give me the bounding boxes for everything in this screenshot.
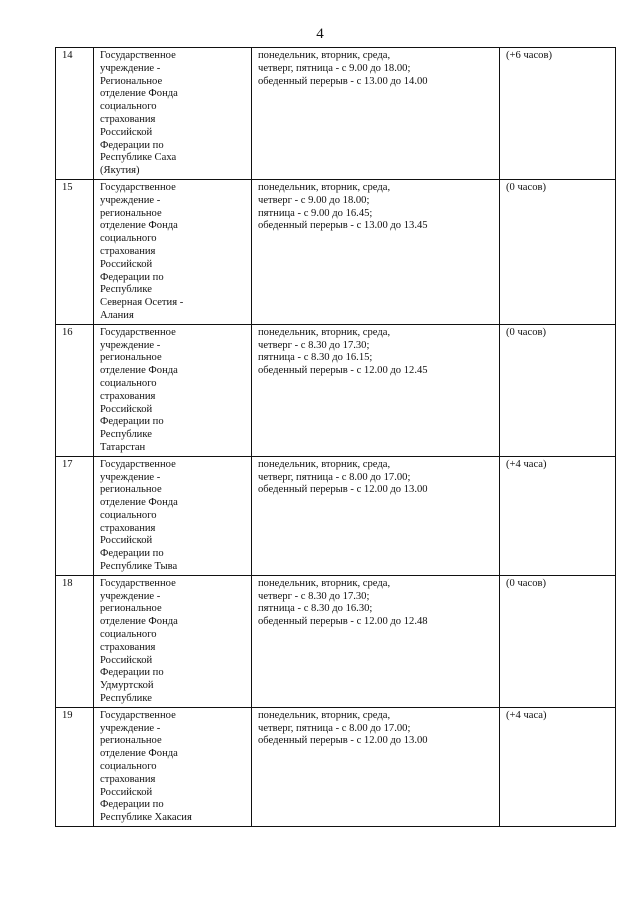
- organization-line: (Якутия): [100, 165, 140, 177]
- organization-line: Государственное: [100, 709, 176, 721]
- organization-line: Государственное: [100, 181, 176, 193]
- time-offset-cell: (0 часов): [500, 575, 616, 707]
- working-hours-line: четверг - с 8.30 до 17.30;: [258, 339, 370, 351]
- organization-line: Удмуртской: [100, 680, 154, 692]
- organization-line: учреждение -: [100, 590, 161, 602]
- working-hours-line: обеденный перерыв - с 12.00 до 13.00: [258, 735, 428, 747]
- organization-line: Федерации по: [100, 416, 164, 428]
- organization-line: региональное: [100, 735, 162, 747]
- organization-line: отделение Фонда: [100, 365, 178, 377]
- time-offset-cell: (+6 часов): [500, 48, 616, 180]
- organization-line: Республике: [100, 693, 152, 705]
- organization-line: Федерации по: [100, 667, 164, 679]
- organization-line: Республике Хакасия: [100, 812, 192, 824]
- working-hours-cell: [252, 179, 500, 324]
- organization-line: региональное: [100, 207, 162, 219]
- organization-line: Федерации по: [100, 799, 164, 811]
- working-hours-line: пятница - с 8.30 до 16.15;: [258, 352, 373, 364]
- organization-line: Российской: [100, 535, 153, 547]
- organization-line: Государственное: [100, 326, 176, 338]
- row-number-cell: 19: [56, 707, 94, 826]
- organization-line: Российской: [100, 258, 153, 270]
- organization-line: страхования: [100, 245, 156, 257]
- working-hours-cell: [252, 48, 500, 180]
- organization-line: отделение Фонда: [100, 748, 178, 760]
- table-row: [56, 324, 616, 456]
- row-number-cell: 14: [56, 48, 94, 180]
- organization-line: отделение Фонда: [100, 616, 178, 628]
- schedule-table: [55, 47, 616, 827]
- organization-line: учреждение -: [100, 471, 161, 483]
- organization-line: учреждение -: [100, 722, 161, 734]
- time-offset-cell: (+4 часа): [500, 707, 616, 826]
- organization-line: страхования: [100, 773, 156, 785]
- row-number-cell: 16: [56, 324, 94, 456]
- organization-cell: [94, 575, 252, 707]
- organization-line: учреждение -: [100, 339, 161, 351]
- organization-cell: [94, 707, 252, 826]
- organization-line: Федерации по: [100, 548, 164, 560]
- row-number-cell: 17: [56, 456, 94, 575]
- organization-line: социального: [100, 509, 157, 521]
- table-row: [56, 179, 616, 324]
- organization-line: отделение Фонда: [100, 88, 178, 100]
- working-hours-line: понедельник, вторник, среда,: [258, 577, 391, 589]
- working-hours-line: четверг - с 9.00 до 18.00;: [258, 194, 370, 206]
- organization-cell: [94, 179, 252, 324]
- organization-line: Республике: [100, 284, 152, 296]
- schedule-table-body: [56, 48, 616, 827]
- organization-line: региональное: [100, 352, 162, 364]
- working-hours-line: понедельник, вторник, среда,: [258, 326, 391, 338]
- table-row: [56, 575, 616, 707]
- time-offset-cell: (+4 часа): [500, 456, 616, 575]
- organization-line: Алания: [100, 309, 134, 321]
- organization-line: Федерации по: [100, 139, 164, 151]
- working-hours-line: понедельник, вторник, среда,: [258, 709, 391, 721]
- organization-line: страхования: [100, 390, 156, 402]
- organization-cell: [94, 456, 252, 575]
- working-hours-line: четверг - с 8.30 до 17.30;: [258, 590, 370, 602]
- table-row: [56, 707, 616, 826]
- organization-line: социального: [100, 233, 157, 245]
- organization-line: Федерации по: [100, 271, 164, 283]
- organization-line: отделение Фонда: [100, 220, 178, 232]
- working-hours-line: обеденный перерыв - с 13.00 до 14.00: [258, 75, 428, 87]
- working-hours-line: обеденный перерыв - с 12.00 до 12.45: [258, 365, 428, 377]
- row-number-cell: 15: [56, 179, 94, 324]
- working-hours-line: четверг, пятница - с 8.00 до 17.00;: [258, 722, 411, 734]
- working-hours-line: четверг, пятница - с 8.00 до 17.00;: [258, 471, 411, 483]
- working-hours-line: пятница - с 9.00 до 16.45;: [258, 207, 373, 219]
- working-hours-line: обеденный перерыв - с 12.00 до 13.00: [258, 484, 428, 496]
- working-hours-line: понедельник, вторник, среда,: [258, 50, 391, 61]
- organization-line: Республике Саха: [100, 152, 177, 164]
- organization-line: страхования: [100, 113, 156, 125]
- organization-line: Российской: [100, 126, 153, 138]
- working-hours-cell: [252, 707, 500, 826]
- working-hours-cell: [252, 575, 500, 707]
- organization-line: Республике Тыва: [100, 561, 178, 573]
- table-row: [56, 456, 616, 575]
- organization-line: Государственное: [100, 458, 176, 470]
- organization-line: страхования: [100, 641, 156, 653]
- organization-line: Государственное: [100, 577, 176, 589]
- organization-line: учреждение -: [100, 194, 161, 206]
- organization-line: региональное: [100, 484, 162, 496]
- row-number-cell: 18: [56, 575, 94, 707]
- working-hours-line: пятница - с 8.30 до 16.30;: [258, 603, 373, 615]
- organization-line: социального: [100, 101, 157, 113]
- organization-line: страхования: [100, 522, 156, 534]
- time-offset-cell: (0 часов): [500, 179, 616, 324]
- working-hours-line: понедельник, вторник, среда,: [258, 181, 391, 193]
- time-offset-cell: (0 часов): [500, 324, 616, 456]
- working-hours-cell: [252, 324, 500, 456]
- organization-line: Татарстан: [100, 441, 146, 453]
- organization-line: Российской: [100, 403, 153, 415]
- organization-line: социального: [100, 377, 157, 389]
- organization-cell: [94, 48, 252, 180]
- organization-line: Республике: [100, 429, 152, 441]
- organization-line: учреждение -: [100, 62, 161, 74]
- organization-line: Российской: [100, 654, 153, 666]
- page-number: 4: [316, 26, 324, 42]
- working-hours-line: обеденный перерыв - с 12.00 до 12.48: [258, 616, 428, 628]
- organization-line: Государственное: [100, 50, 176, 61]
- working-hours-line: четверг, пятница - с 9.00 до 18.00;: [258, 62, 411, 74]
- organization-line: Региональное: [100, 75, 163, 87]
- table-row: [56, 48, 616, 180]
- working-hours-line: обеденный перерыв - с 13.00 до 13.45: [258, 220, 428, 232]
- organization-line: Северная Осетия -: [100, 297, 184, 309]
- working-hours-cell: [252, 456, 500, 575]
- organization-line: социального: [100, 629, 157, 641]
- organization-line: региональное: [100, 603, 162, 615]
- working-hours-line: понедельник, вторник, среда,: [258, 458, 391, 470]
- organization-cell: [94, 324, 252, 456]
- organization-line: Российской: [100, 786, 153, 798]
- organization-line: социального: [100, 761, 157, 773]
- organization-line: отделение Фонда: [100, 497, 178, 509]
